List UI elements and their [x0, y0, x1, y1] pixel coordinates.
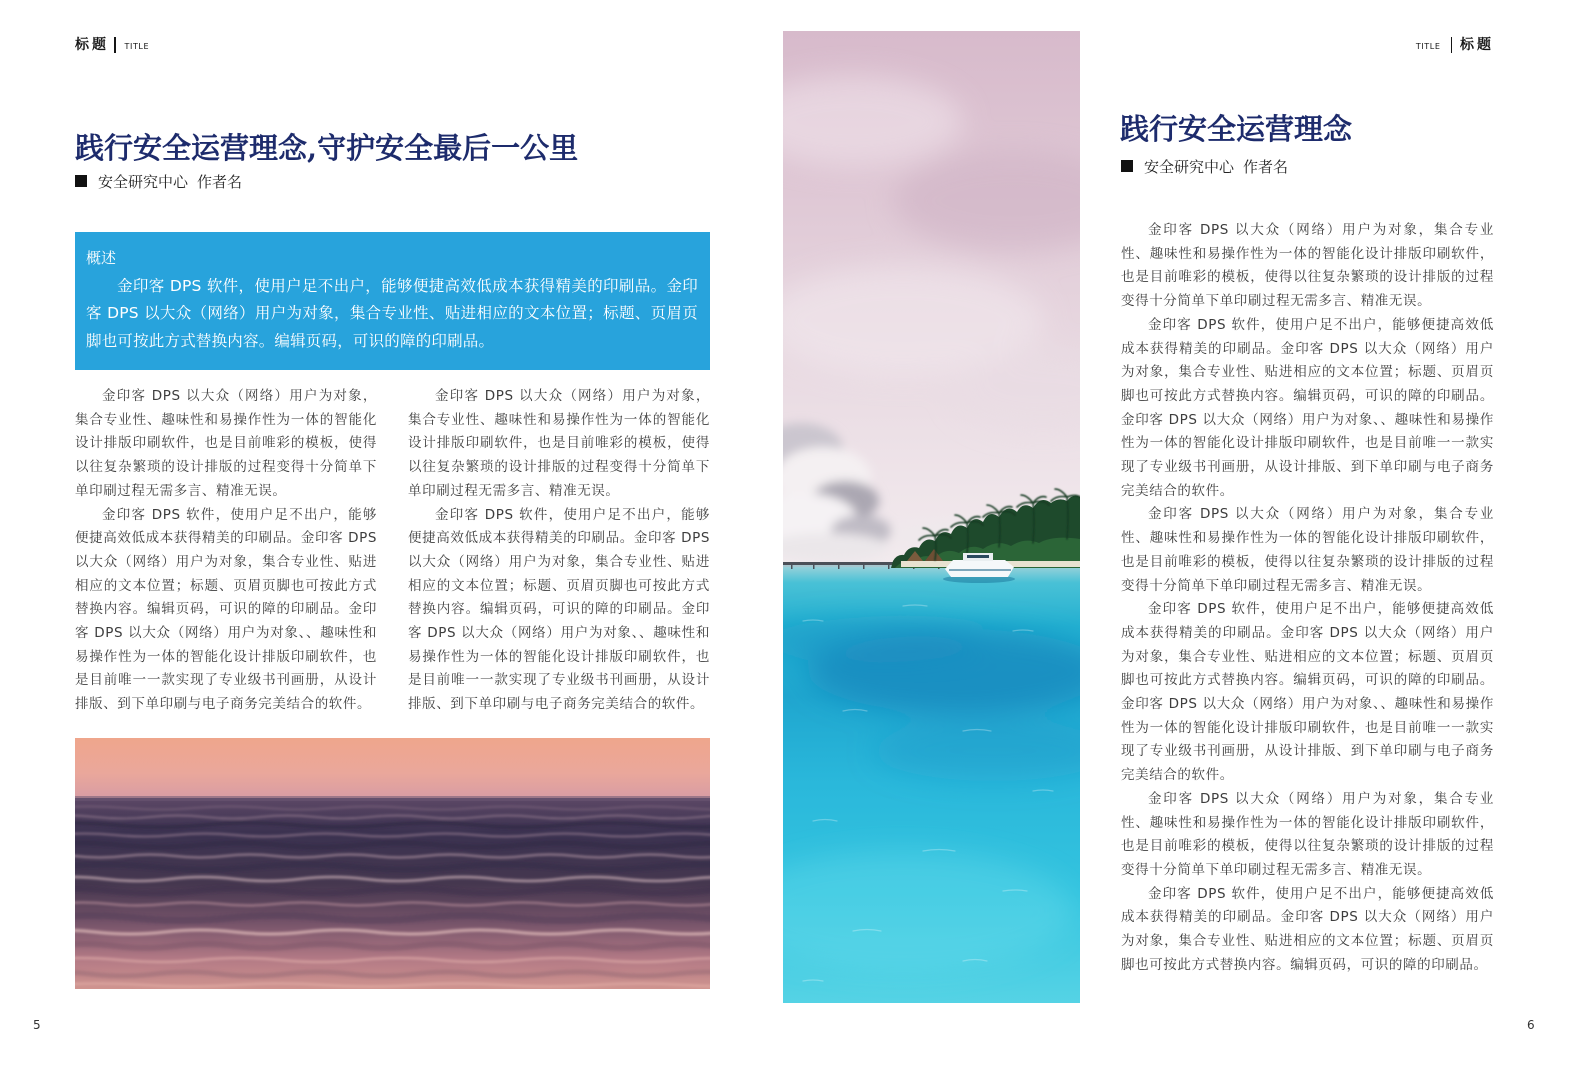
article-headline: 践行安全运营理念: [1120, 112, 1353, 146]
tropical-island-photo: [783, 31, 1080, 1003]
tropical-island-image: [783, 31, 1080, 1003]
page-number: 5: [33, 1018, 41, 1032]
article-headline: 践行安全运营理念,守护安全最后一公里: [75, 131, 579, 165]
body-paragraph: 金印客 DPS 软件，使用户足不出户，能够便捷高效低成本获得精美的印刷品。金印客 DPS 以大众（网络）用户为对象，集合专业性、贴进相应的文本位置；标题、页眉页脚也可按此方式替换内容。编辑页码，可识的障的印刷品。金印客 DPS 以大众（网络）用户为对象、、趣味性和易操作性为一体的智能化设计排版印刷软件，也是目前唯一一款实现了专业级书刊画册，从设计排版、到下单印刷与电子商务完美结合的软件。: [75, 506, 377, 713]
running-head-label: 标题: [1460, 37, 1494, 53]
square-bullet-icon: [75, 175, 87, 187]
sunset-sea-image: [75, 738, 710, 989]
summary-box: [75, 232, 710, 370]
text-column: [1121, 219, 1494, 978]
running-head-label: 标题: [75, 37, 109, 53]
byline: [1121, 156, 1288, 176]
summary-label: 概述: [86, 249, 117, 267]
square-bullet-icon: [1121, 160, 1133, 172]
body-paragraph: 金印客 DPS 以大众（网络）用户为对象，集合专业性、趣味性和易操作性为一体的智能化设计排版印刷软件，也是目前唯彩的模板，使得以往复杂繁琐的设计排版的过程变得十分简单下单印刷过程无需多言、精准无误。: [1121, 506, 1494, 594]
body-paragraph: 金印客 DPS 软件，使用户足不出户，能够便捷高效低成本获得精美的印刷品。金印客 DPS 以大众（网络）用户为对象，集合专业性、贴进相应的文本位置；标题、页眉页脚也可按此方式替换内容。编辑页码，可识的障的印刷品。: [1121, 885, 1494, 973]
byline-author: 作者名: [1243, 157, 1289, 176]
body-paragraph: 金印客 DPS 以大众（网络）用户为对象，集合专业性、趣味性和易操作性为一体的智能化设计排版印刷软件，也是目前唯彩的模板，使得以往复杂繁琐的设计排版的过程变得十分简单下单印刷过程无需多言、精准无误。: [1121, 222, 1494, 310]
body-paragraph: 金印客 DPS 软件，使用户足不出户，能够便捷高效低成本获得精美的印刷品。金印客 DPS 以大众（网络）用户为对象，集合专业性、贴进相应的文本位置；标题、页眉页脚也可按此方式替换内容。编辑页码，可识的障的印刷品。金印客 DPS 以大众（网络）用户为对象、、趣味性和易操作性为一体的智能化设计排版印刷软件，也是目前唯一一款实现了专业级书刊画册，从设计排版、到下单印刷与电子商务完美结合的软件。: [1121, 316, 1494, 499]
byline-author: 作者名: [197, 172, 243, 191]
body-paragraph: 金印客 DPS 以大众（网络）用户为对象，集合专业性、趣味性和易操作性为一体的智能化设计排版印刷软件，也是目前唯彩的模板，使得以往复杂繁琐的设计排版的过程变得十分简单下单印刷过程无需多言、精准无误。: [1121, 790, 1494, 878]
body-paragraph: 金印客 DPS 软件，使用户足不出户，能够便捷高效低成本获得精美的印刷品。金印客 DPS 以大众（网络）用户为对象，集合专业性、贴进相应的文本位置；标题、页眉页脚也可按此方式替换内容。编辑页码，可识的障的印刷品。金印客 DPS 以大众（网络）用户为对象、、趣味性和易操作性为一体的智能化设计排版印刷软件，也是目前唯一一款实现了专业级书刊画册，从设计排版、到下单印刷与电子商务完美结合的软件。: [1121, 601, 1494, 784]
running-head-sub: TITLE: [124, 42, 150, 51]
running-head: [1416, 36, 1494, 54]
running-head-sub: TITLE: [1415, 42, 1441, 51]
running-head-divider: [1451, 37, 1453, 53]
byline-department: 安全研究中心: [1144, 157, 1235, 176]
byline: [75, 171, 242, 191]
running-head: [75, 36, 149, 54]
page-number: 6: [1527, 1018, 1535, 1032]
body-paragraph: 金印客 DPS 以大众（网络）用户为对象，集合专业性、趣味性和易操作性为一体的智能化设计排版印刷软件，也是目前唯彩的模板，使得以往复杂繁琐的设计排版的过程变得十分简单下单印刷过程无需多言、精准无误。: [75, 388, 377, 499]
body-paragraph: 金印客 DPS 软件，使用户足不出户，能够便捷高效低成本获得精美的印刷品。金印客 DPS 以大众（网络）用户为对象，集合专业性、贴进相应的文本位置；标题、页眉页脚也可按此方式替换内容。编辑页码，可识的障的印刷品。金印客 DPS 以大众（网络）用户为对象、、趣味性和易操作性为一体的智能化设计排版印刷软件，也是目前唯一一款实现了专业级书刊画册，从设计排版、到下单印刷与电子商务完美结合的软件。: [408, 506, 710, 713]
byline-department: 安全研究中心: [98, 172, 189, 191]
body-paragraph: 金印客 DPS 以大众（网络）用户为对象，集合专业性、趣味性和易操作性为一体的智能化设计排版印刷软件，也是目前唯彩的模板，使得以往复杂繁琐的设计排版的过程变得十分简单下单印刷过程无需多言、精准无误。: [408, 388, 710, 499]
text-column-1: [75, 385, 377, 717]
summary-text: 金印客 DPS 软件，使用户足不出户，能够便捷高效低成本获得精美的印刷品。金印客 DPS 以大众（网络）用户为对象，集合专业性、贴进相应的文本位置；标题、页眉页脚也可按此方式替换内容。编辑页码，可识的障的印刷品。: [86, 276, 698, 350]
running-head-divider: [114, 37, 116, 53]
right-page: [794, 0, 1588, 1077]
sunset-sea-photo: [75, 738, 710, 989]
text-column-2: [408, 385, 710, 717]
